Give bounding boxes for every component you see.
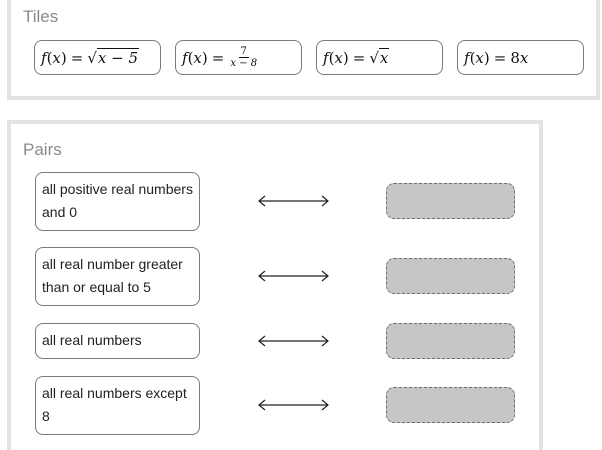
pair-label-except-8: all real numbers except 8 [35, 376, 200, 435]
pair-label-all-reals: all real numbers [35, 323, 200, 359]
drop-slot-2[interactable] [386, 258, 515, 294]
pairs-title: Pairs [23, 140, 62, 159]
tile-8x[interactable]: f ( x ) = 8 x [457, 40, 584, 75]
tiles-title: Tiles [23, 7, 59, 26]
double-arrow-icon [257, 335, 330, 347]
tile-sqrt-x[interactable]: f ( x ) = √ x [316, 40, 443, 75]
pair-label-ge-5: all real number greater than or equal to 5 [35, 247, 200, 306]
drop-slot-1[interactable] [386, 183, 515, 219]
tile-sqrt-x-minus-5[interactable]: f ( x ) = √ x − 5 [34, 40, 161, 75]
drop-slot-4[interactable] [386, 387, 515, 423]
pair-label-nonnegative-reals: all positive real numbers and 0 [35, 172, 200, 231]
double-arrow-icon [257, 270, 330, 282]
double-arrow-icon [257, 195, 330, 207]
double-arrow-icon [257, 399, 330, 411]
drop-slot-3[interactable] [386, 323, 515, 359]
tile-fraction-7-over-x-minus-8[interactable]: f ( x ) = $\frac{7}{x - 8}$ [175, 40, 302, 75]
